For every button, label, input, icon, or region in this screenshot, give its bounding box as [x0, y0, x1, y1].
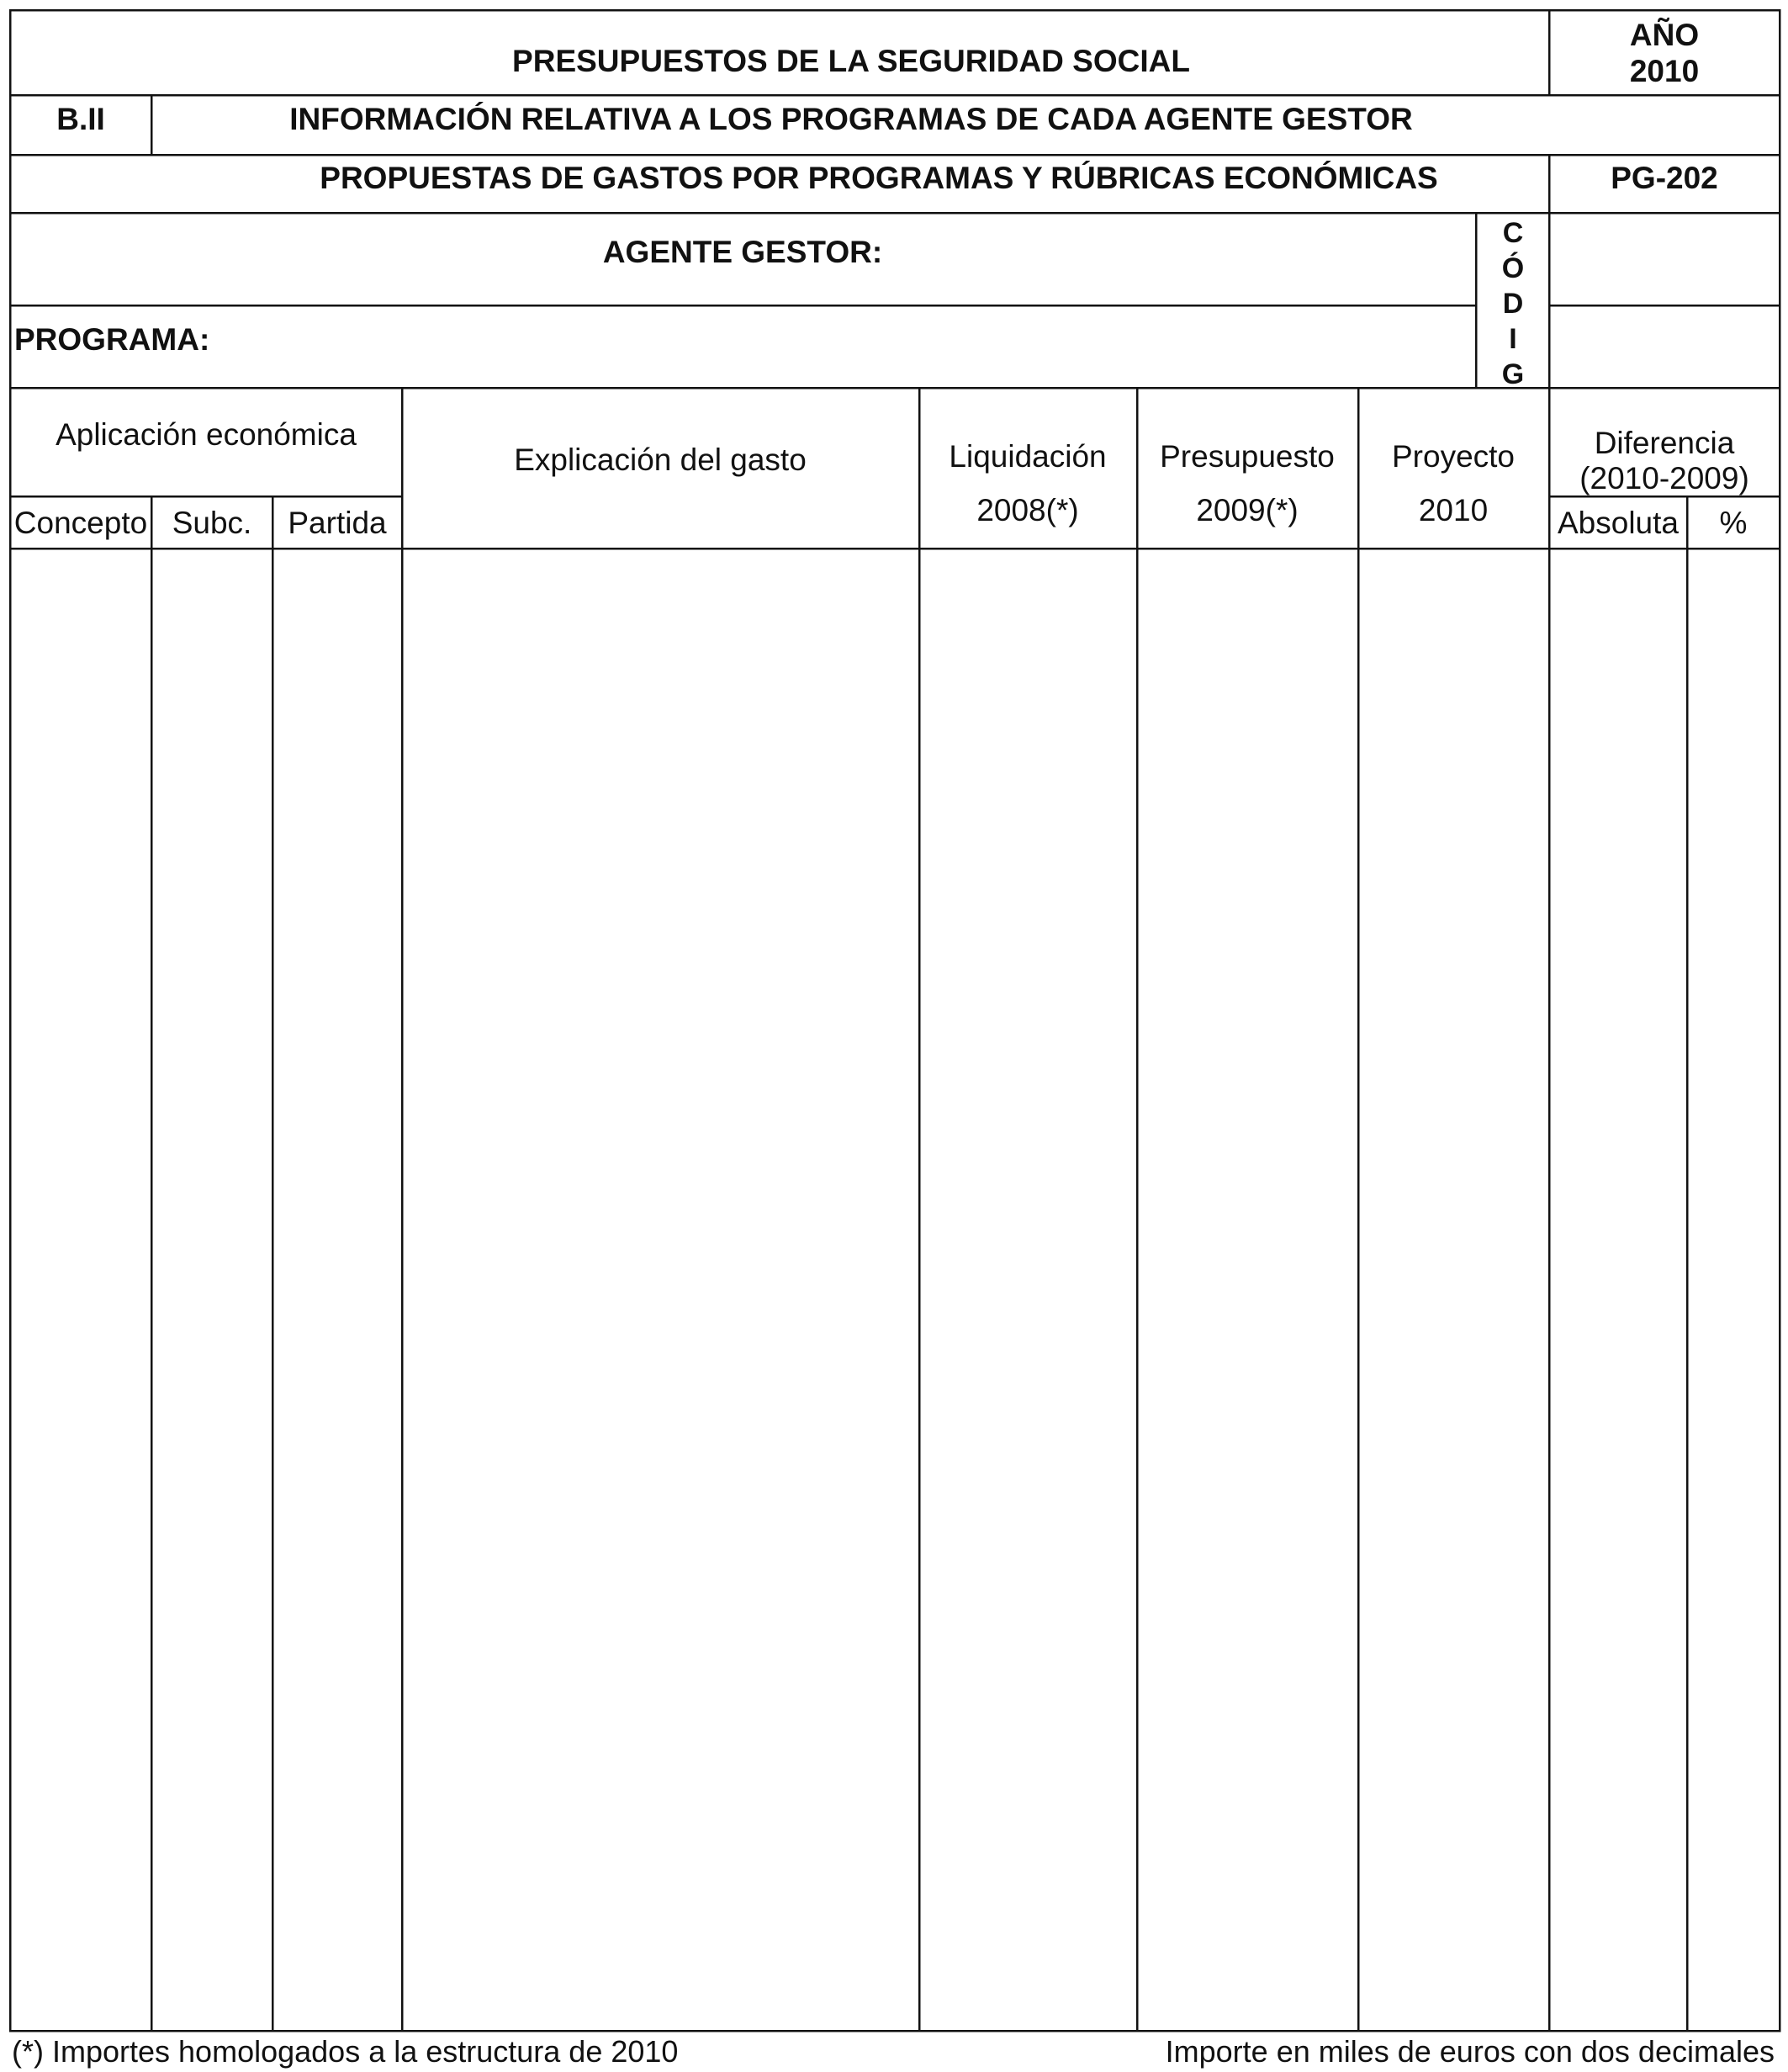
column-header-subc: Subc.	[172, 506, 252, 540]
code-letter: I	[1509, 323, 1517, 355]
column-header-aplicacion: Aplicación económica	[56, 417, 357, 452]
column-header-diferencia-range: (2010-2009)	[1579, 461, 1749, 495]
form-code: PG-202	[1611, 161, 1718, 195]
year-value: 2010	[1629, 54, 1700, 88]
column-header-porcentaje: %	[1719, 506, 1748, 540]
table-body-entry-area[interactable]	[11, 549, 1779, 2030]
section-title: INFORMACIÓN RELATIVA A LOS PROGRAMAS DE CADA AGENTE GESTOR	[289, 102, 1413, 136]
footer-note: (*) Importes homologados a la estructura de 2010	[12, 2034, 679, 2069]
program-code-field[interactable]	[1550, 306, 1779, 387]
code-letter: G	[1501, 358, 1525, 390]
agent-label: AGENTE GESTOR:	[602, 235, 883, 269]
agent-code-field[interactable]	[1550, 214, 1779, 305]
section-code: B.II	[56, 102, 105, 136]
column-header-absoluta: Absoluta	[1558, 506, 1679, 540]
program-label: PROGRAMA:	[14, 322, 210, 357]
code-letter: C	[1502, 217, 1524, 249]
form-subtitle: PROPUESTAS DE GASTOS POR PROGRAMAS Y RÚBRICAS ECONÓMICAS	[320, 161, 1438, 195]
column-header-partida: Partida	[288, 506, 387, 540]
code-letter: Ó	[1501, 252, 1525, 284]
column-header-proyecto-year: 2010	[1418, 493, 1489, 527]
column-header-concepto: Concepto	[13, 506, 148, 540]
code-letter: D	[1502, 288, 1524, 320]
form-title: PRESUPUESTOS DE LA SEGURIDAD SOCIAL	[512, 44, 1190, 78]
column-header-diferencia: Diferencia	[1594, 426, 1735, 460]
column-header-proyecto: Proyecto	[1391, 439, 1516, 474]
column-header-liquidacion: Liquidación	[949, 439, 1107, 474]
column-header-presupuesto-year: 2009(*)	[1196, 493, 1299, 527]
column-header-presupuesto: Presupuesto	[1160, 439, 1335, 474]
footer-units: Importe en miles de euros con dos decimales	[1165, 2034, 1775, 2069]
column-header-liquidacion-year: 2008(*)	[976, 493, 1079, 527]
column-header-explicacion: Explicación del gasto	[514, 442, 807, 477]
year-label: AÑO	[1629, 18, 1700, 52]
